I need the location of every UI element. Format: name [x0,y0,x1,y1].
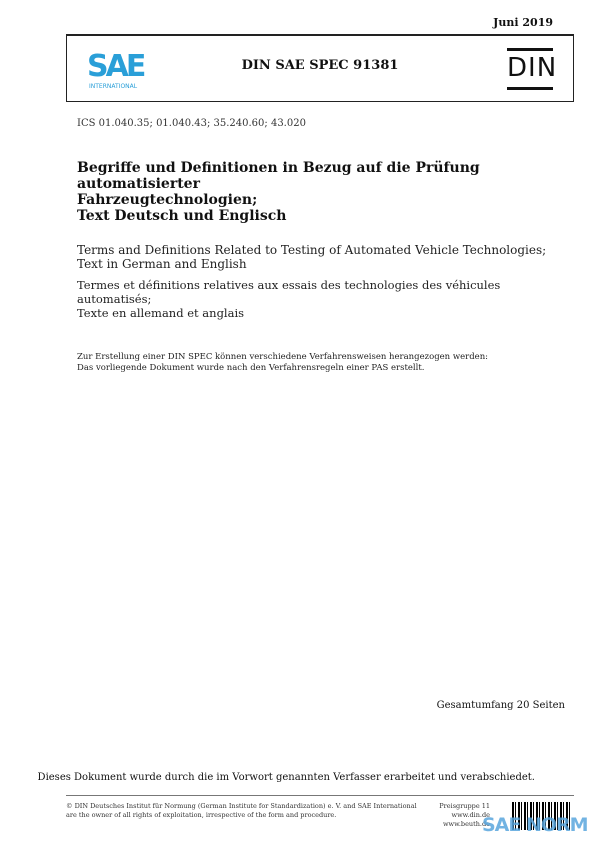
din-link[interactable]: www.din.de [451,811,490,819]
title-line: Text in German and English [77,257,247,271]
title-french [77,278,567,320]
title-line: Begriffe und Definitionen in Bezug auf die Prüfung automatisierter [77,160,480,192]
din-logo: DIN [507,48,553,90]
copyright-line: © DIN Deutsches Institut für Normung (German Institute for Standardization) e. V. and SAE International [66,802,417,810]
title-line: Termes et définitions relatives aux essais des technologies des véhicules automatisés; [77,278,501,306]
copyright-notice [66,802,426,820]
header-box [66,34,574,102]
title-line: Texte en allemand et anglais [77,306,245,320]
note-line: Das vorliegende Dokument wurde nach den Verfahrensregeln einer PAS erstellt. [77,363,425,373]
title-line: Text Deutsch und Englisch [77,208,287,224]
footer-divider [66,795,574,796]
ics-codes: ICS 01.040.35; 01.040.43; 35.240.60; 43.020 [77,118,306,129]
note-line: Zur Erstellung einer DIN SPEC können verschiedene Verfahrensweisen herangezogen werden: [77,352,489,362]
title-english [77,243,567,271]
spec-number: DIN SAE SPEC 91381 [241,58,399,73]
title-line: Fahrzeugtechnologien; [77,192,258,208]
svg-text:SAE: SAE [87,49,144,84]
title-german [77,160,567,224]
contact-info [410,802,490,829]
watermark: SAE NORM [482,814,588,836]
total-pages: Gesamtumfang 20 Seiten [436,700,565,711]
title-line: Terms and Definitions Related to Testing of Automated Vehicle Technologies; [77,243,547,257]
authorship-statement: Dieses Dokument wurde durch die im Vorwort genannten Verfasser erarbeitet und verabschiedet. [37,772,535,783]
procedure-note [77,352,488,374]
price-group: Preisgruppe 11 [439,802,490,810]
publication-date: Juni 2019 [493,16,553,29]
svg-text:INTERNATIONAL: INTERNATIONAL [89,83,138,90]
copyright-line: are the owner of all rights of exploitation, irrespective of the form and procedure. [66,811,337,819]
beuth-link[interactable]: www.beuth.de [442,820,490,828]
